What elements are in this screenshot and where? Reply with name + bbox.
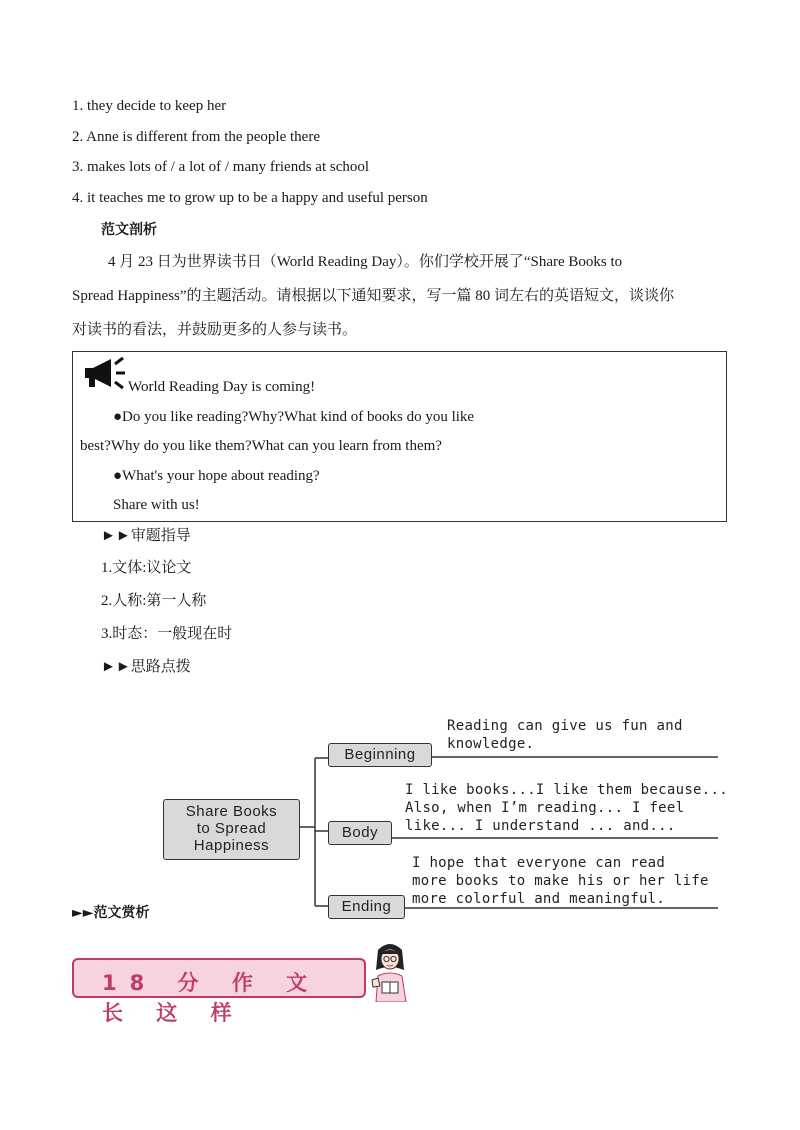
ending-text-2: more books to make his or her life	[412, 873, 709, 889]
branch-body: Body	[328, 821, 392, 845]
notice-closing: Share with us!	[113, 497, 200, 513]
ending-text-1: I hope that everyone can read	[412, 855, 666, 871]
ending-text-3: more colorful and meaningful.	[412, 891, 666, 907]
prompt-line-3: 对读书的看法，并鼓励更多的人参与读书。	[72, 322, 358, 338]
prompt-line-1: 4 月 23 日为世界读书日（World Reading Day）。你们学校开展了“Share Books to	[108, 254, 623, 270]
banner-text: 18 分 作 文 长 这 样	[102, 971, 321, 1025]
answer-2: 2. Anne is different from the people there	[72, 129, 320, 145]
notice-box	[72, 351, 727, 522]
beginning-text-2: knowledge.	[447, 736, 535, 752]
score-banner	[72, 958, 366, 1025]
girl-reading-illustration	[364, 940, 416, 1002]
guide-heading: ►►审题指导	[101, 528, 191, 544]
section-title: 范文剖析	[101, 222, 157, 238]
notice-bullet-1b: best?Why do you like them?What can you learn from them?	[80, 438, 442, 454]
answer-3: 3. makes lots of / a lot of / many friends at school	[72, 159, 370, 175]
branch-beginning: Beginning	[328, 743, 432, 767]
guide-item-1: 1.文体:议论文	[101, 560, 192, 576]
thinking-heading: ►►思路点拨	[101, 659, 191, 675]
body-text-1: I like books...I like them because...	[405, 782, 728, 798]
guide-item-3: 3.时态：一般现在时	[101, 626, 233, 642]
center-line-1: Share Books	[185, 803, 278, 820]
megaphone-icon	[81, 356, 127, 390]
beginning-text-1: Reading can give us fun and	[447, 718, 683, 734]
mindmap-center-node	[163, 799, 300, 860]
appreciation-heading: ►►范文赏析	[72, 905, 150, 921]
guide-item-2: 2.人称:第一人称	[101, 593, 207, 609]
notice-title: World Reading Day is coming!	[128, 379, 316, 395]
prompt-line-2: Spread Happiness”的主题活动。请根据以下通知要求，写一篇 80 词左右的英语短文，谈谈你	[72, 288, 675, 304]
center-line-3: Happiness	[193, 837, 270, 854]
notice-bullet-1a: ●Do you like reading?Why?What kind of books do you like	[113, 409, 475, 425]
body-text-2: Also, when I’m reading... I feel	[405, 800, 685, 816]
center-line-2: to Spread	[196, 820, 267, 837]
notice-bullet-2: ●What's your hope about reading?	[113, 468, 320, 484]
answer-1: 1. they decide to keep her	[72, 98, 227, 114]
answer-4: 4. it teaches me to grow up to be a happy and useful person	[72, 190, 428, 206]
branch-ending: Ending	[328, 895, 405, 919]
body-text-3: like... I understand ... and...	[405, 818, 676, 834]
